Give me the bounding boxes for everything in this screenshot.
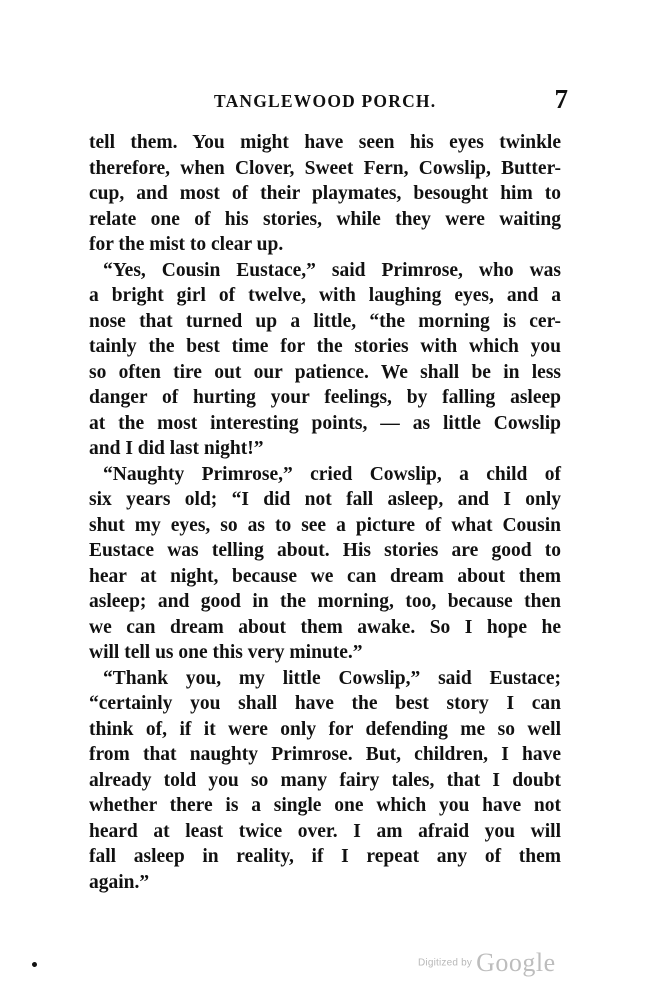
text-line: asleep; and good in the morning, too, because then (89, 591, 561, 612)
text-line: fall asleep in reality, if I repeat any of them (89, 846, 561, 867)
text-line: “Yes, Cousin Eustace,” said Primrose, who was (103, 259, 561, 281)
running-title: TANGLEWOOD PORCH. (214, 91, 437, 111)
body-text (89, 130, 561, 895)
text-line: at the most interesting points, — as little Cowslip (89, 412, 561, 434)
text-line: heard at least twice over. I am afraid you will (89, 820, 561, 842)
text-line: we can dream about them awake. So I hope he (89, 616, 561, 638)
text-line: will tell us one this very minute.” (89, 642, 363, 663)
text-line: six years old; “I did not fall asleep, and I only (89, 489, 561, 510)
text-line: again.” (89, 871, 150, 893)
text-line: tainly the best time for the stories with which you (89, 336, 561, 357)
text-line: hear at night, because we can dream about them (89, 565, 561, 587)
running-head (90, 86, 568, 116)
text-line: from that naughty Primrose. But, children, I have (89, 744, 561, 765)
text-line: “certainly you shall have the best story I can (89, 693, 561, 714)
text-line: a bright girl of twelve, with laughing eyes, and a (89, 285, 561, 306)
text-line: and I did last night!” (89, 438, 264, 459)
google-logo: Google (476, 948, 556, 977)
text-line: danger of hurting your feelings, by falling asleep (89, 387, 561, 408)
text-line: cup, and most of their playmates, besought him to (89, 183, 561, 204)
page-number: 7 (554, 84, 568, 114)
ink-speck (31, 961, 37, 967)
text-line: so often tire out our patience. We shall be in less (89, 361, 561, 383)
text-line: Eustace was telling about. His stories are good to (89, 540, 561, 561)
text-line: think of, if it were only for defending me so well (89, 718, 561, 740)
digitization-watermark (418, 948, 556, 978)
text-line: shut my eyes, so as to see a picture of what Cousin (89, 514, 561, 536)
digitized-by-label: Digitized by (418, 957, 473, 969)
text-line: already told you so many fairy tales, that I doubt (89, 769, 561, 791)
text-line: therefore, when Clover, Sweet Fern, Cowslip, Butter- (89, 157, 561, 179)
text-line: for the mist to clear up. (89, 234, 284, 255)
text-line: whether there is a single one which you have not (89, 795, 561, 816)
text-line: nose that turned up a little, “the morning is cer- (89, 310, 561, 332)
text-line: “Naughty Primrose,” cried Cowslip, a child of (103, 463, 561, 485)
text-line: “Thank you, my little Cowslip,” said Eustace; (103, 667, 561, 689)
text-line: relate one of his stories, while they were waiting (89, 208, 561, 230)
text-line: tell them. You might have seen his eyes twinkle (89, 132, 561, 153)
